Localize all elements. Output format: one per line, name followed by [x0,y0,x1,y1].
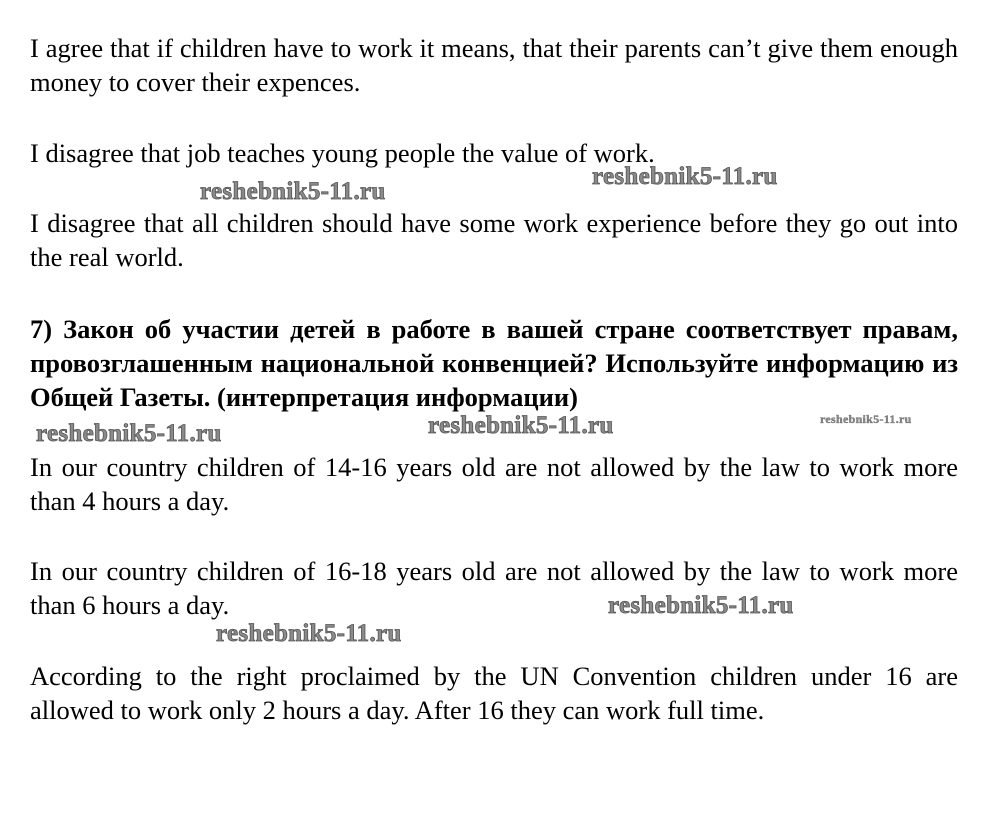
watermark: reshebnik5-11.ru [820,412,912,426]
question-7-heading: 7) Закон об участии детей в работе в вашей стране соответствует правам, провозглашенным национальной конвенцией? Используйте информацию из Общей Газеты. (интерпретация информации) [30,314,958,412]
paragraph-un-convention: According to the right proclaimed by the UN Convention children under 16 are allowed to work only 2 hours a day. After 16 they can work full time. [30,661,958,725]
watermark: reshebnik5-11.ru [36,420,222,447]
paragraph-disagree-value: I disagree that job teaches young people the value of work. [30,138,655,168]
watermark: reshebnik5-11.ru [216,620,402,647]
paragraph-disagree-experience: I disagree that all children should have some work experience before they go out into the real world. [30,208,958,272]
paragraph-law-16-18: In our country children of 16-18 years old are not allowed by the law to work more than 6 hours a day. [30,556,958,620]
watermark: reshebnik5-11.ru [592,163,778,190]
watermark: reshebnik5-11.ru [428,412,614,439]
watermark: reshebnik5-11.ru [200,178,386,205]
paragraph-law-14-16: In our country children of 14-16 years old are not allowed by the law to work more than 4 hours a day. [30,452,958,516]
watermark: reshebnik5-11.ru [608,592,794,619]
paragraph-agree-parents: I agree that if children have to work it means, that their parents can’t give them enough money to cover their expences. [30,33,958,97]
